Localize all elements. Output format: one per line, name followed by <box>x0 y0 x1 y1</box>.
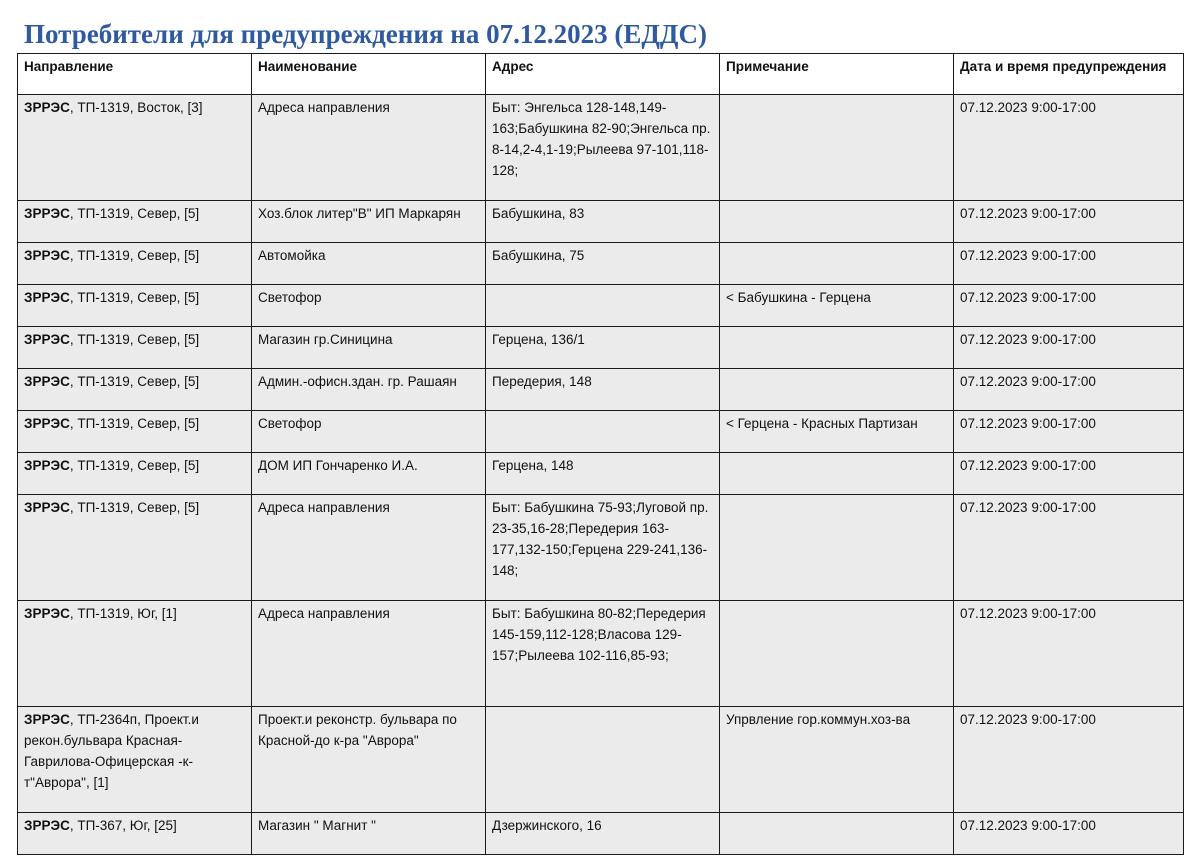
table-header-row <box>18 54 1184 95</box>
header-address: Адрес <box>486 54 720 95</box>
direction-detail: , ТП-1319, Север, [5] <box>69 458 200 473</box>
cell-datetime: 07.12.2023 9:00-17:00 <box>954 601 1184 707</box>
cell-note: < Герцена - Красных Партизан <box>720 411 954 453</box>
cell-address: Герцена, 136/1 <box>486 327 720 369</box>
direction-org: ЗРРЭС <box>24 248 70 263</box>
direction-detail: , ТП-1319, Восток, [3] <box>69 100 203 115</box>
direction-org: ЗРРЭС <box>24 374 70 389</box>
cell-address: Быт: Бабушкина 80-82;Передерия 145-159,112-128;Власова 129-157;Рылеева 102-116,85-93; <box>486 601 720 707</box>
direction-org: ЗРРЭС <box>24 712 70 727</box>
direction-org: ЗРРЭС <box>24 290 70 305</box>
table-row <box>18 201 1184 243</box>
cell-direction <box>18 285 252 327</box>
cell-address: Передерия, 148 <box>486 369 720 411</box>
direction-detail: , ТП-1319, Север, [5] <box>69 374 200 389</box>
cell-direction <box>18 327 252 369</box>
cell-address <box>486 411 720 453</box>
cell-name: Светофор <box>252 411 486 453</box>
cell-datetime: 07.12.2023 9:00-17:00 <box>954 813 1184 855</box>
cell-name: Хоз.блок литер"В" ИП Маркарян <box>252 201 486 243</box>
cell-name: Проект.и реконстр. бульвара по Красной-до к-ра "Аврора" <box>252 707 486 813</box>
direction-detail: , ТП-1319, Север, [5] <box>69 248 200 263</box>
cell-direction <box>18 201 252 243</box>
direction-org: ЗРРЭС <box>24 100 70 115</box>
cell-name: Магазин " Магнит " <box>252 813 486 855</box>
table-row <box>18 601 1184 707</box>
cell-datetime: 07.12.2023 9:00-17:00 <box>954 243 1184 285</box>
cell-datetime: 07.12.2023 9:00-17:00 <box>954 369 1184 411</box>
direction-detail: , ТП-1319, Север, [5] <box>69 500 200 515</box>
direction-org: ЗРРЭС <box>24 606 70 621</box>
cell-name: Админ.-офисн.здан. гр. Рашаян <box>252 369 486 411</box>
cell-datetime: 07.12.2023 9:00-17:00 <box>954 327 1184 369</box>
cell-direction <box>18 95 252 201</box>
cell-name: Автомойка <box>252 243 486 285</box>
cell-address: Дзержинского, 16 <box>486 813 720 855</box>
table-row <box>18 285 1184 327</box>
table-row <box>18 707 1184 813</box>
table-row <box>18 243 1184 285</box>
cell-note <box>720 601 954 707</box>
table-row <box>18 327 1184 369</box>
table-row <box>18 453 1184 495</box>
cell-address: Герцена, 148 <box>486 453 720 495</box>
direction-detail: , ТП-1319, Север, [5] <box>69 416 200 431</box>
cell-direction <box>18 243 252 285</box>
cell-note: < Бабушкина - Герцена <box>720 285 954 327</box>
cell-address: Бабушкина, 83 <box>486 201 720 243</box>
cell-note <box>720 369 954 411</box>
cell-direction <box>18 813 252 855</box>
table-row <box>18 95 1184 201</box>
header-note: Примечание <box>720 54 954 95</box>
cell-note <box>720 243 954 285</box>
header-name: Наименование <box>252 54 486 95</box>
direction-detail: , ТП-2364п, Проект.и рекон.бульвара Красная-Гаврилова-Офицерская -к-т"Аврора", [1] <box>24 712 199 790</box>
cell-note <box>720 95 954 201</box>
direction-detail: , ТП-1319, Юг, [1] <box>69 606 177 621</box>
cell-datetime: 07.12.2023 9:00-17:00 <box>954 201 1184 243</box>
cell-name: Адреса направления <box>252 95 486 201</box>
cell-datetime: 07.12.2023 9:00-17:00 <box>954 411 1184 453</box>
header-direction: Направление <box>18 54 252 95</box>
cell-note: Упрвление гор.коммун.хоз-ва <box>720 707 954 813</box>
cell-direction <box>18 453 252 495</box>
direction-detail: , ТП-1319, Север, [5] <box>69 206 200 221</box>
cell-address: Бабушкина, 75 <box>486 243 720 285</box>
cell-datetime: 07.12.2023 9:00-17:00 <box>954 453 1184 495</box>
cell-name: ДОМ ИП Гончаренко И.А. <box>252 453 486 495</box>
direction-org: ЗРРЭС <box>24 332 70 347</box>
direction-org: ЗРРЭС <box>24 500 70 515</box>
direction-detail: , ТП-1319, Север, [5] <box>69 332 200 347</box>
cell-note <box>720 495 954 601</box>
cell-address: Быт: Энгельса 128-148,149-163;Бабушкина 82-90;Энгельса пр. 8-14,2-4,1-19;Рылеева 97-101,118-128; <box>486 95 720 201</box>
cell-datetime: 07.12.2023 9:00-17:00 <box>954 285 1184 327</box>
cell-direction <box>18 495 252 601</box>
cell-name: Адреса направления <box>252 495 486 601</box>
header-datetime: Дата и время предупреждения <box>954 54 1184 95</box>
cell-name: Светофор <box>252 285 486 327</box>
cell-datetime: 07.12.2023 9:00-17:00 <box>954 95 1184 201</box>
cell-note <box>720 453 954 495</box>
table-row <box>18 411 1184 453</box>
cell-datetime: 07.12.2023 9:00-17:00 <box>954 495 1184 601</box>
cell-direction <box>18 411 252 453</box>
direction-org: ЗРРЭС <box>24 818 70 833</box>
cell-note <box>720 813 954 855</box>
table-row <box>18 369 1184 411</box>
direction-org: ЗРРЭС <box>24 458 70 473</box>
table-row <box>18 813 1184 855</box>
direction-detail: , ТП-1319, Север, [5] <box>69 290 200 305</box>
table-row <box>18 495 1184 601</box>
consumers-table <box>17 53 1184 855</box>
cell-name: Адреса направления <box>252 601 486 707</box>
cell-note <box>720 201 954 243</box>
cell-address: Быт: Бабушкина 75-93;Луговой пр. 23-35,16-28;Передерия 163-177,132-150;Герцена 229-241,136-148; <box>486 495 720 601</box>
cell-address <box>486 707 720 813</box>
cell-direction <box>18 601 252 707</box>
cell-address <box>486 285 720 327</box>
cell-name: Магазин гр.Синицина <box>252 327 486 369</box>
direction-detail: , ТП-367, Юг, [25] <box>69 818 177 833</box>
cell-datetime: 07.12.2023 9:00-17:00 <box>954 707 1184 813</box>
cell-note <box>720 327 954 369</box>
consumers-table-container <box>17 53 1183 855</box>
direction-org: ЗРРЭС <box>24 206 70 221</box>
page-title: Потребители для предупреждения на 07.12.2023 (ЕДДС) <box>24 19 707 49</box>
direction-org: ЗРРЭС <box>24 416 70 431</box>
cell-direction <box>18 707 252 813</box>
cell-direction <box>18 369 252 411</box>
